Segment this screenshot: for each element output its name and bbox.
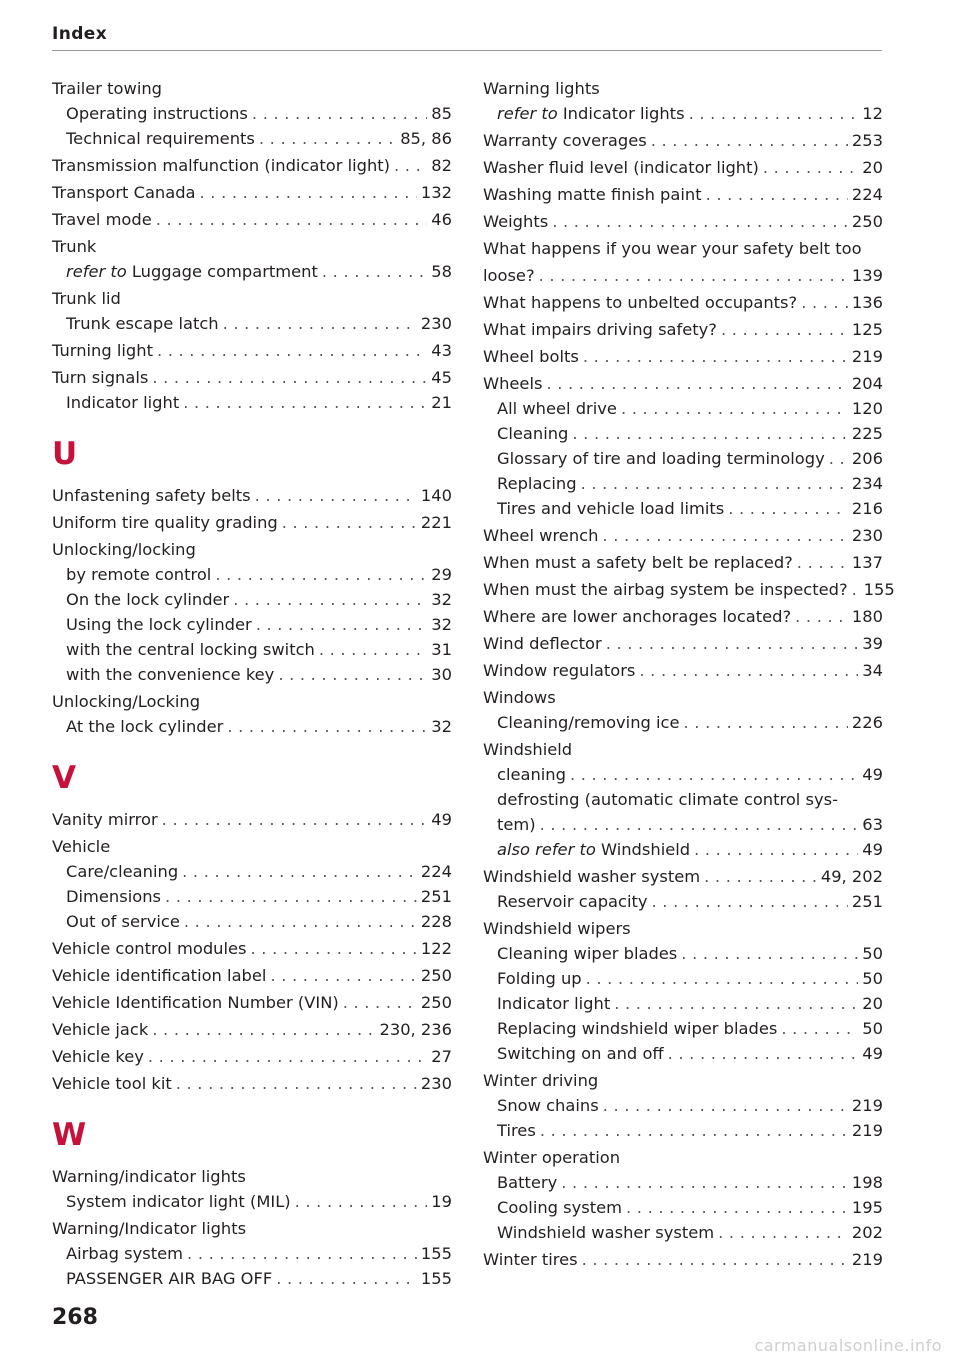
index-heading: Warning/indicator lights <box>52 1167 246 1186</box>
index-entry: cleaning ..... 49 <box>483 762 883 787</box>
index-entry: Dimensions ..... 251 <box>52 884 452 909</box>
index-entry: Trunk escape latch ..... 230 <box>52 311 452 336</box>
index-entry: Snow chains ..... 219 <box>483 1093 883 1118</box>
index-entry: What impairs driving safety? ..... 125 <box>483 317 883 342</box>
index-entry: Where are lower anchorages located? ..... 180 <box>483 604 883 629</box>
index-entry: Out of service ..... 228 <box>52 909 452 934</box>
index-heading: Unlocking/locking <box>52 540 196 559</box>
index-heading: Windows <box>483 688 556 707</box>
index-heading: Warning/Indicator lights <box>52 1219 247 1238</box>
index-entry: Unfastening safety belts ..... 140 <box>52 483 452 508</box>
index-entry: When must the airbag system be inspected? ..... 155 <box>483 577 883 602</box>
index-entry: Uniform tire quality grading ..... 221 <box>52 510 452 535</box>
index-entry: Vehicle Identification Number (VIN) ..... 250 <box>52 990 452 1015</box>
index-entry: with the convenience key ..... 30 <box>52 662 452 687</box>
index-entry: Weights ..... 250 <box>483 209 883 234</box>
index-entry: Wheels ..... 204 <box>483 371 883 396</box>
index-heading: Winter operation <box>483 1148 621 1167</box>
index-entry: Vehicle jack ..... 230, 236 <box>52 1017 452 1042</box>
index-entry: When must a safety belt be replaced? ..... 137 <box>483 550 883 575</box>
watermark: carmanualsonline.info <box>754 1336 942 1355</box>
index-entry: by remote control ..... 29 <box>52 562 452 587</box>
index-entry: Wind deflector ..... 39 <box>483 631 883 656</box>
index-entry: Transport Canada ..... 132 <box>52 180 452 205</box>
index-entry: Tires and vehicle load limits ..... 216 <box>483 496 883 521</box>
index-entry-line: What happens if you wear your safety belt too <box>483 239 862 258</box>
index-entry: with the central locking switch ..... 31 <box>52 637 452 662</box>
index-entry: Washing matte finish paint ..... 224 <box>483 182 883 207</box>
index-entry: Glossary of tire and loading terminology ..... 206 <box>483 446 883 471</box>
index-entry: Cooling system ..... 195 <box>483 1195 883 1220</box>
index-entry: What happens to unbelted occupants? ..... 136 <box>483 290 883 315</box>
index-entry: Reservoir capacity ..... 251 <box>483 889 883 914</box>
index-entry: Indicator light ..... 21 <box>52 390 452 415</box>
index-entry: Wheel wrench ..... 230 <box>483 523 883 548</box>
index-entry: Folding up ..... 50 <box>483 966 883 991</box>
index-entry: refer to Luggage compartment ..... 58 <box>52 259 452 284</box>
index-entry: tem) ..... 63 <box>483 812 883 837</box>
index-entry: Tires ..... 219 <box>483 1118 883 1143</box>
index-entry: Washer fluid level (indicator light) ..... 20 <box>483 155 883 180</box>
index-heading: Windshield <box>483 740 573 759</box>
index-column-right <box>483 76 895 1272</box>
index-entry: Replacing ..... 234 <box>483 471 883 496</box>
index-entry: System indicator light (MIL) ..... 19 <box>52 1189 452 1214</box>
index-entry: Cleaning/removing ice ..... 226 <box>483 710 883 735</box>
index-entry: PASSENGER AIR BAG OFF ..... 155 <box>52 1266 452 1291</box>
index-entry: Indicator light ..... 20 <box>483 991 883 1016</box>
index-entry: Technical requirements ..... 85, 86 <box>52 126 452 151</box>
page-number: 268 <box>52 1305 98 1330</box>
index-entry: Replacing windshield wiper blades ..... 50 <box>483 1016 883 1041</box>
index-entry: Warranty coverages ..... 253 <box>483 128 883 153</box>
index-entry: On the lock cylinder ..... 32 <box>52 587 452 612</box>
index-entry: Using the lock cylinder ..... 32 <box>52 612 452 637</box>
index-entry: refer to Indicator lights ..... 12 <box>483 101 883 126</box>
index-entry: Vehicle tool kit ..... 230 <box>52 1071 452 1096</box>
index-entry: Travel mode ..... 46 <box>52 207 452 232</box>
section-letter-v: V <box>52 760 76 796</box>
index-entry: Care/cleaning ..... 224 <box>52 859 452 884</box>
index-entry: Cleaning wiper blades ..... 50 <box>483 941 883 966</box>
index-entry: Switching on and off ..... 49 <box>483 1041 883 1066</box>
index-entry: Winter tires ..... 219 <box>483 1247 883 1272</box>
index-heading: Winter driving <box>483 1071 599 1090</box>
index-entry-line: defrosting (automatic climate control sys- <box>497 790 838 809</box>
index-column-left <box>52 76 452 1291</box>
index-entry: At the lock cylinder ..... 32 <box>52 714 452 739</box>
index-heading: Trailer towing <box>52 79 162 98</box>
index-entry: Vehicle control modules ..... 122 <box>52 936 452 961</box>
index-entry: Airbag system ..... 155 <box>52 1241 452 1266</box>
index-entry: Vanity mirror ..... 49 <box>52 807 452 832</box>
index-entry: Turning light ..... 43 <box>52 338 452 363</box>
index-heading: Trunk <box>52 237 97 256</box>
index-entry: also refer to Windshield ..... 49 <box>483 837 883 862</box>
index-entry: All wheel drive ..... 120 <box>483 396 883 421</box>
index-heading: Warning lights <box>483 79 600 98</box>
page-title: Index <box>52 24 108 44</box>
index-entry: Cleaning ..... 225 <box>483 421 883 446</box>
index-entry: Windshield washer system ..... 202 <box>483 1220 883 1245</box>
section-letter-w: W <box>52 1117 87 1153</box>
index-entry: loose? ..... 139 <box>483 263 883 288</box>
index-entry: Wheel bolts ..... 219 <box>483 344 883 369</box>
index-entry: Window regulators ..... 34 <box>483 658 883 683</box>
index-entry: Transmission malfunction (indicator light) ..... 82 <box>52 153 452 178</box>
index-heading: Windshield wipers <box>483 919 631 938</box>
index-entry: Operating instructions ..... 85 <box>52 101 452 126</box>
index-entry: Vehicle identification label ..... 250 <box>52 963 452 988</box>
index-heading: Vehicle <box>52 837 111 856</box>
index-entry: Windshield washer system ..... 49, 202 <box>483 864 883 889</box>
index-entry: Vehicle key ..... 27 <box>52 1044 452 1069</box>
index-heading: Unlocking/Locking <box>52 692 201 711</box>
index-heading: Trunk lid <box>52 289 121 308</box>
section-letter-u: U <box>52 436 78 472</box>
index-entry: Turn signals ..... 45 <box>52 365 452 390</box>
index-entry: Battery ..... 198 <box>483 1170 883 1195</box>
page-header <box>52 24 882 51</box>
